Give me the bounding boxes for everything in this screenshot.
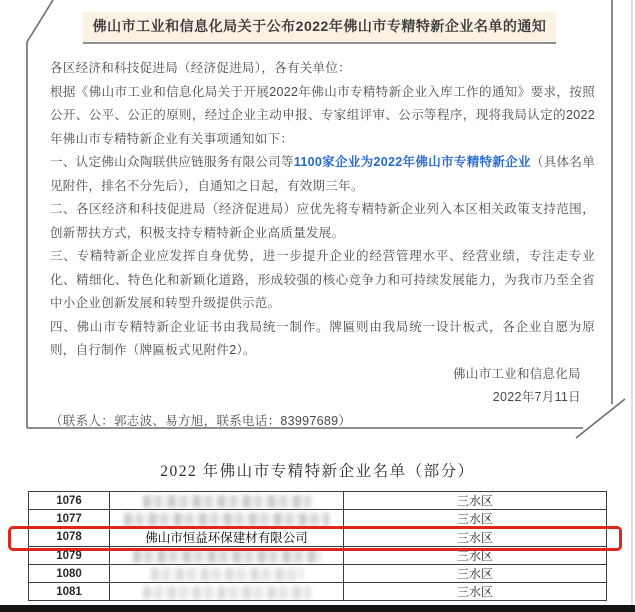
signature-agency: 佛山市工业和信息化局 <box>452 366 581 381</box>
cell-no: 1078 <box>29 528 110 547</box>
signature-date: 2022年7月11日 <box>492 390 581 404</box>
list-title: 2022 年佛山市专精特新企业名单（部分） <box>160 463 475 480</box>
cell-district: 三水区 <box>344 565 607 583</box>
redacted-company-mosaic <box>143 495 311 508</box>
item-1-suffix: （具体名单见附件，排名不分先后），自通知之日起，有效期三年。 <box>50 155 595 193</box>
redacted-company-mosaic <box>143 586 311 599</box>
table-row <box>29 583 607 601</box>
redacted-company-mosaic <box>133 550 321 563</box>
intro-paragraph: 根据《佛山市工业和信息化局关于开展2022年佛山市专精特新企业入库工作的通知》要求，按照公开、公平、公正的原则，经过企业主动申报、专家组评审、公示等程序，现将我局认定的2022年佛山市专精特新企业有关事项通知如下： <box>50 84 595 146</box>
item-4: 四、佛山市专精特新企业证书由我局统一制作。牌匾则由我局统一设计板式，各企业自愿为原则，自行制作（牌匾板式见附件2）。 <box>50 319 595 357</box>
cell-no: 1079 <box>29 547 110 565</box>
redacted-company-mosaic <box>151 568 303 581</box>
cell-no: 1076 <box>29 492 110 510</box>
notice-title-row <box>27 12 612 44</box>
cell-company <box>110 492 344 510</box>
table-row <box>29 510 607 528</box>
cell-company: 佛山市恒益环保建材有限公司 <box>110 528 344 547</box>
item-1 <box>50 151 595 198</box>
bottom-bar <box>0 605 635 612</box>
cell-district: 三水区 <box>344 510 607 528</box>
signature-block <box>50 363 595 410</box>
cell-district: 三水区 <box>344 547 607 565</box>
item-1-highlight: 1100家企业为2022年佛山市专精特新企业 <box>293 155 531 169</box>
table-row <box>29 492 607 510</box>
item-2: 二、各区经济和科技促进局（经济促进局）应优先将专精特新企业列入本区相关政策支持范围，创新帮扶方式，积极支持专精特新企业高质量发展。 <box>50 202 595 240</box>
cell-district: 三水区 <box>344 528 607 547</box>
cell-district: 三水区 <box>344 492 607 510</box>
table-row-highlighted <box>29 528 607 547</box>
redacted-company-mosaic <box>124 513 329 526</box>
cell-company <box>110 565 344 583</box>
enterprise-table <box>28 491 607 601</box>
table-row <box>29 547 607 565</box>
cell-no: 1080 <box>29 565 110 583</box>
cell-district: 三水区 <box>344 583 607 601</box>
cell-no: 1077 <box>29 510 110 528</box>
notice-title: 佛山市工业和信息化局关于公布2022年佛山市专精特新企业名单的通知 <box>83 12 557 44</box>
item-3: 三、专精特新企业应发挥自身优势，进一步提升企业的经营管理水平、经营业绩，专注走专业化、精细化、特色化和新颖化道路，形成较强的核心竞争力和可持续发展能力，为我市乃至全省中小企业创新发展和转型升级提供示范。 <box>50 249 595 310</box>
cell-company <box>110 547 344 565</box>
cell-company <box>110 583 344 601</box>
contact-line: （联系人：郭志波、易方旭，联系电话：83997689） <box>50 413 352 428</box>
notice-body <box>50 57 595 433</box>
table-row <box>29 565 607 583</box>
cell-no: 1081 <box>29 583 110 601</box>
cell-company <box>110 510 344 528</box>
item-1-prefix: 一、认定佛山众陶联供应链服务有限公司等 <box>50 155 294 169</box>
salutation: 各区经济和科技促进局（经济促进局），各有关单位： <box>50 61 351 75</box>
